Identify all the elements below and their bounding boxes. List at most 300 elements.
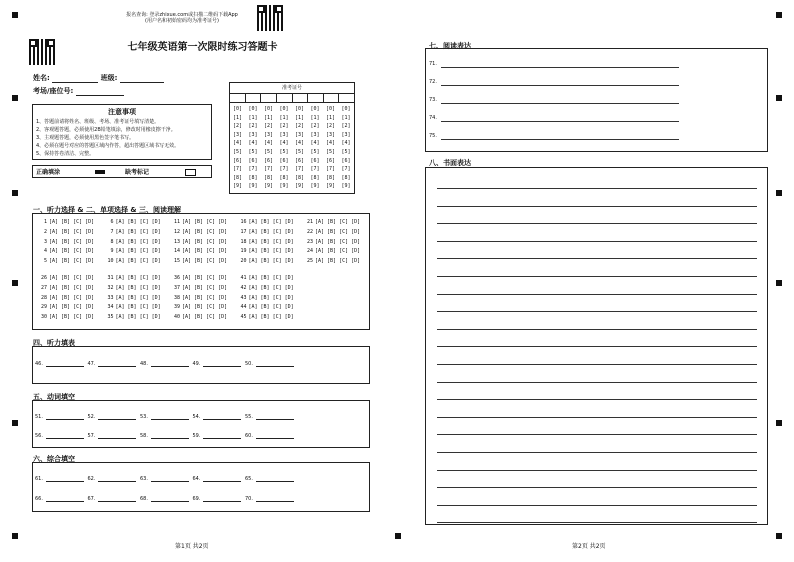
alignment-mark: [12, 12, 18, 18]
exam-id-bubble[interactable]: [8]: [326, 174, 336, 181]
exam-id-bubble[interactable]: [5]: [295, 148, 305, 155]
mc-question-row[interactable]: [237, 286, 294, 291]
exam-id-column: [233, 105, 241, 191]
section4-title: 四、听力填表: [33, 339, 75, 347]
mc-question-row[interactable]: [104, 249, 161, 254]
fill-blank-item[interactable]: [88, 432, 137, 439]
exam-id-bubble[interactable]: [5]: [341, 148, 351, 155]
exam-id-bubble[interactable]: [0]: [279, 106, 289, 112]
answer-options[interactable]: [A] [B] [C] [D]: [248, 258, 294, 265]
notes-list: [33, 117, 211, 159]
exam-id-bubble[interactable]: [1]: [295, 114, 305, 121]
exam-id-bubble[interactable]: [1]: [248, 114, 258, 121]
exam-id-bubble[interactable]: [6]: [310, 157, 320, 164]
writing-line[interactable]: [437, 364, 757, 365]
answer-options[interactable]: [A] [B] [C] [D]: [115, 294, 161, 301]
exam-id-bubble[interactable]: [2]: [295, 123, 305, 130]
exam-id-bubble[interactable]: [3]: [248, 131, 258, 138]
exam-id-bubble[interactable]: [4]: [326, 140, 336, 147]
mc-question-row[interactable]: [104, 315, 161, 320]
exam-id-bubble[interactable]: [7]: [310, 166, 320, 173]
answer-options[interactable]: [A] [B] [C] [D]: [115, 284, 161, 291]
exam-id-bubble[interactable]: [7]: [248, 166, 258, 173]
exam-id-bubble[interactable]: [6]: [264, 157, 274, 164]
writing-line[interactable]: [437, 311, 757, 312]
blank-line[interactable]: [203, 432, 241, 439]
mc-question-row[interactable]: [170, 259, 227, 264]
seat-field[interactable]: [76, 89, 124, 96]
blank-line[interactable]: [203, 360, 241, 367]
mc-question-row[interactable]: [303, 230, 360, 235]
mc-question-row[interactable]: [37, 220, 94, 225]
writing-line[interactable]: [437, 329, 757, 330]
exam-id-bubble[interactable]: [9]: [310, 183, 320, 190]
mc-question-row[interactable]: [104, 220, 161, 225]
alignment-mark: [776, 12, 782, 18]
exam-id-bubble[interactable]: [8]: [295, 174, 305, 181]
writing-line[interactable]: [437, 399, 757, 400]
exam-id-bubble[interactable]: [6]: [295, 157, 305, 164]
exam-id-bubble[interactable]: [5]: [233, 148, 243, 155]
mc-question-row[interactable]: [104, 305, 161, 310]
blank-line[interactable]: [203, 495, 241, 502]
exam-id-bubble[interactable]: [2]: [248, 123, 258, 130]
mc-question-row[interactable]: [303, 220, 360, 225]
exam-id-bubble[interactable]: [2]: [264, 123, 274, 130]
writing-line[interactable]: [437, 434, 757, 435]
writing-line[interactable]: [437, 470, 757, 471]
writing-line[interactable]: [437, 206, 757, 207]
answer-options[interactable]: [A] [B] [C] [D]: [315, 219, 361, 225]
exam-id-bubble[interactable]: [7]: [264, 166, 274, 173]
question-number: 30: [40, 314, 47, 321]
answer-options[interactable]: [A] [B] [C] [D]: [182, 238, 228, 245]
answer-options[interactable]: [A] [B] [C] [D]: [248, 219, 294, 225]
mc-question-row[interactable]: [170, 286, 227, 291]
mc-question-row[interactable]: [37, 315, 94, 320]
mc-question-row[interactable]: [237, 276, 294, 281]
exam-id-bubble[interactable]: [0]: [295, 106, 305, 112]
answer-options[interactable]: [A] [B] [C] [D]: [115, 228, 161, 235]
exam-id-write-row: [230, 94, 354, 103]
exam-id-bubble[interactable]: [0]: [310, 106, 320, 112]
alignment-mark: [776, 533, 782, 539]
exam-id-bubble[interactable]: [7]: [326, 166, 336, 173]
question-number: 44: [240, 304, 247, 311]
exam-id-bubble[interactable]: [2]: [233, 123, 243, 130]
writing-line[interactable]: [437, 258, 757, 259]
exam-id-bubble[interactable]: [8]: [279, 174, 289, 181]
fill-blank-item[interactable]: [88, 495, 137, 502]
blank-line[interactable]: [256, 495, 294, 502]
mc-question-row[interactable]: [37, 230, 94, 235]
exam-id-bubble[interactable]: [3]: [295, 131, 305, 138]
exam-id-bubble[interactable]: [2]: [279, 123, 289, 130]
answer-options[interactable]: [A] [B] [C] [D]: [248, 294, 294, 301]
question-number: 33: [107, 294, 114, 301]
fill-blank-item[interactable]: [140, 413, 189, 420]
blank-number: 52.: [87, 414, 96, 420]
blank-number: 57.: [87, 433, 96, 439]
question-number: 34: [107, 304, 114, 311]
blank-line[interactable]: [151, 475, 189, 482]
mc-question-row[interactable]: [237, 249, 294, 254]
blank-line[interactable]: [151, 360, 189, 367]
mc-question-row[interactable]: [237, 259, 294, 264]
answer-options[interactable]: [A] [B] [C] [D]: [182, 314, 228, 321]
answer-options[interactable]: [A] [B] [C] [D]: [115, 248, 161, 255]
mc-question-row[interactable]: [37, 286, 94, 291]
alignment-mark: [12, 533, 18, 539]
fill-blank-item[interactable]: [88, 360, 137, 367]
mc-question-row[interactable]: [237, 230, 294, 235]
blank-line[interactable]: [256, 432, 294, 439]
section8-title: 八、书面表达: [429, 159, 471, 167]
exam-id-bubble[interactable]: [4]: [233, 140, 243, 147]
fill-blank-item[interactable]: [245, 475, 294, 482]
question-number: 9: [110, 248, 114, 255]
question-number: 43: [240, 294, 247, 301]
exam-id-bubble[interactable]: [3]: [310, 131, 320, 138]
blank-line[interactable]: [98, 432, 136, 439]
exam-id-bubble[interactable]: [9]: [264, 183, 274, 190]
mc-question-row[interactable]: [170, 276, 227, 281]
exam-id-bubble[interactable]: [9]: [341, 183, 351, 190]
exam-id-bubble[interactable]: [5]: [279, 148, 289, 155]
answer-options[interactable]: [A] [B] [C] [D]: [49, 304, 95, 311]
mc-question-row[interactable]: [37, 240, 94, 245]
answer-line[interactable]: [441, 103, 679, 104]
mc-question-row[interactable]: [37, 296, 94, 301]
exam-id-bubble[interactable]: [8]: [310, 174, 320, 181]
blank-line[interactable]: [46, 413, 84, 420]
exam-id-bubble[interactable]: [7]: [341, 166, 351, 173]
answer-options[interactable]: [A] [B] [C] [D]: [248, 275, 294, 281]
mc-question-row[interactable]: [303, 259, 360, 264]
answer-options[interactable]: [A] [B] [C] [D]: [182, 248, 228, 255]
exam-id-bubble[interactable]: [6]: [279, 157, 289, 164]
mc-question-row[interactable]: [303, 249, 360, 254]
fill-blank-item[interactable]: [35, 360, 84, 367]
blank-line[interactable]: [256, 413, 294, 420]
exam-id-bubble[interactable]: [9]: [248, 183, 258, 190]
writing-line[interactable]: [437, 346, 757, 347]
exam-id-bubble[interactable]: [4]: [279, 140, 289, 147]
mc-question-row[interactable]: [237, 315, 294, 320]
answer-options[interactable]: [A] [B] [C] [D]: [315, 248, 361, 255]
exam-id-bubble[interactable]: [3]: [233, 131, 243, 138]
answer-options[interactable]: [A] [B] [C] [D]: [315, 258, 361, 265]
answer-options[interactable]: [A] [B] [C] [D]: [49, 238, 95, 245]
blank-line[interactable]: [98, 413, 136, 420]
mc-question-row[interactable]: [303, 240, 360, 245]
exam-id-column: [326, 105, 334, 191]
exam-id-bubble[interactable]: [0]: [233, 106, 243, 112]
exam-id-bubble[interactable]: [5]: [264, 148, 274, 155]
writing-line[interactable]: [437, 452, 757, 453]
mc-question-row[interactable]: [170, 305, 227, 310]
mc-question-row[interactable]: [170, 296, 227, 301]
answer-line[interactable]: [441, 67, 679, 68]
exam-id-bubble[interactable]: [3]: [326, 131, 336, 138]
exam-id-bubble[interactable]: [4]: [341, 140, 351, 147]
exam-id-bubble[interactable]: [8]: [341, 174, 351, 181]
fill-blank-item[interactable]: [88, 413, 137, 420]
mc-question-row[interactable]: [170, 240, 227, 245]
mc-question-row[interactable]: [170, 315, 227, 320]
exam-id-bubble[interactable]: [7]: [279, 166, 289, 173]
exam-id-bubble[interactable]: [8]: [264, 174, 274, 181]
exam-id-bubble[interactable]: [1]: [326, 114, 336, 121]
exam-id-bubble[interactable]: [4]: [248, 140, 258, 147]
writing-line[interactable]: [437, 223, 757, 224]
fill-blank-item[interactable]: [245, 432, 294, 439]
exam-id-bubbles: [230, 103, 354, 193]
blank-line[interactable]: [203, 475, 241, 482]
fill-blank-item[interactable]: [88, 475, 137, 482]
fill-blank-item[interactable]: [35, 475, 84, 482]
mc-question-row[interactable]: [237, 240, 294, 245]
question-number: 17: [240, 228, 247, 235]
exam-id-bubble[interactable]: [0]: [326, 106, 336, 112]
exam-id-bubble[interactable]: [3]: [264, 131, 274, 138]
fill-blank-item[interactable]: [245, 413, 294, 420]
exam-id-bubble[interactable]: [0]: [248, 106, 258, 112]
exam-id-bubble[interactable]: [2]: [341, 123, 351, 130]
fill-blank-item[interactable]: [140, 360, 189, 367]
answer-options[interactable]: [A] [B] [C] [D]: [49, 275, 95, 281]
page-footer-1: 第1页 共2页: [175, 543, 209, 550]
mc-question-row[interactable]: [104, 230, 161, 235]
notice-line-2: (用户名和初始密码均为准考证号): [145, 18, 219, 24]
blank-number: 64.: [192, 476, 201, 482]
mc-question-row[interactable]: [37, 259, 94, 264]
mc-question-row[interactable]: [170, 220, 227, 225]
mc-question-row[interactable]: [104, 276, 161, 281]
notes-item: 3、主观题答题，必须使用黑色签字笔书写。: [36, 135, 135, 141]
blank-line[interactable]: [151, 495, 189, 502]
alignment-mark: [776, 420, 782, 426]
alignment-mark: [12, 95, 18, 101]
fill-blank-item[interactable]: [193, 475, 242, 482]
exam-id-bubble[interactable]: [0]: [341, 106, 351, 112]
student-name-row: [33, 73, 164, 83]
blank-line[interactable]: [151, 432, 189, 439]
exam-id-bubble[interactable]: [2]: [326, 123, 336, 130]
question-number: 18: [240, 238, 247, 245]
mc-question-row[interactable]: [237, 296, 294, 301]
answer-options[interactable]: [A] [B] [C] [D]: [49, 219, 95, 225]
blank-line[interactable]: [98, 495, 136, 502]
exam-id-bubble[interactable]: [6]: [248, 157, 258, 164]
mc-question-row[interactable]: [37, 276, 94, 281]
mc-question-row[interactable]: [104, 240, 161, 245]
blank-line[interactable]: [256, 360, 294, 367]
exam-id-bubble[interactable]: [2]: [310, 123, 320, 130]
blank-line[interactable]: [46, 432, 84, 439]
blank-line[interactable]: [46, 495, 84, 502]
fill-blank-item[interactable]: [193, 432, 242, 439]
fill-blank-item[interactable]: [245, 495, 294, 502]
answer-options[interactable]: [A] [B] [C] [D]: [49, 294, 95, 301]
exam-id-bubble[interactable]: [4]: [295, 140, 305, 147]
exam-id-bubble[interactable]: [0]: [264, 106, 274, 112]
exam-id-bubble[interactable]: [4]: [310, 140, 320, 147]
answer-line[interactable]: [441, 139, 679, 140]
exam-id-bubble[interactable]: [7]: [295, 166, 305, 173]
exam-id-bubble[interactable]: [1]: [264, 114, 274, 121]
mc-question-row[interactable]: [104, 296, 161, 301]
mc-question-row[interactable]: [237, 220, 294, 225]
question-number: 13: [173, 238, 180, 245]
section1-title: 一、听力选择 & 二、单项选择 & 三、阅读理解: [33, 206, 181, 214]
answer-options[interactable]: [A] [B] [C] [D]: [248, 314, 294, 321]
blank-line[interactable]: [98, 475, 136, 482]
writing-line[interactable]: [437, 487, 757, 488]
answer-options[interactable]: [A] [B] [C] [D]: [49, 248, 95, 255]
writing-line[interactable]: [437, 241, 757, 242]
writing-line[interactable]: [437, 522, 757, 523]
answer-options[interactable]: [A] [B] [C] [D]: [115, 238, 161, 245]
exam-id-bubble[interactable]: [7]: [233, 166, 243, 173]
notes-title: 注意事项: [108, 108, 136, 116]
exam-id-bubble[interactable]: [1]: [279, 114, 289, 121]
exam-id-bubble[interactable]: [5]: [310, 148, 320, 155]
notice-line-1: 报名查询: 登录zhixue.com或扫描二维码下载App: [126, 12, 238, 18]
notes-item: 2、客观题答题，必须使用2B铅笔填涂，修改时用橡皮擦干净。: [36, 127, 176, 133]
seat-row: [33, 86, 124, 96]
question-number: 38: [173, 294, 180, 301]
exam-id-bubble[interactable]: [9]: [326, 183, 336, 190]
blank-number: 55.: [245, 414, 253, 420]
blank-line[interactable]: [203, 413, 241, 420]
exam-id-bubble[interactable]: [8]: [233, 174, 243, 181]
mc-question-row[interactable]: [37, 305, 94, 310]
answer-options[interactable]: [A] [B] [C] [D]: [248, 304, 294, 311]
fill-blank-item[interactable]: [245, 360, 294, 367]
exam-id-bubble[interactable]: [4]: [264, 140, 274, 147]
blank-number: 53.: [140, 414, 148, 420]
answer-options[interactable]: [A] [B] [C] [D]: [115, 219, 161, 225]
fill-blank-item[interactable]: [193, 360, 242, 367]
page-title: 七年级英语第一次限时练习答题卡: [127, 42, 278, 53]
fill-blank-item[interactable]: [140, 432, 189, 439]
answer-options[interactable]: [A] [B] [C] [D]: [115, 258, 161, 265]
exam-id-bubble[interactable]: [5]: [326, 148, 336, 155]
answer-options[interactable]: [A] [B] [C] [D]: [248, 238, 294, 245]
blank-number: 59.: [192, 433, 201, 439]
exam-id-bubble[interactable]: [1]: [233, 114, 243, 121]
blank-line[interactable]: [256, 475, 294, 482]
blank-line[interactable]: [46, 475, 84, 482]
blank-line[interactable]: [151, 413, 189, 420]
exam-id-bubble[interactable]: [3]: [279, 131, 289, 138]
answer-options[interactable]: [A] [B] [C] [D]: [115, 304, 161, 311]
answer-options[interactable]: [A] [B] [C] [D]: [182, 284, 228, 291]
fill-blank-item[interactable]: [35, 413, 84, 420]
blank-number: 48.: [140, 361, 148, 367]
blank-number: 58.: [140, 433, 148, 439]
answer-options[interactable]: [A] [B] [C] [D]: [182, 219, 228, 225]
answer-options[interactable]: [A] [B] [C] [D]: [115, 275, 161, 281]
name-field[interactable]: [52, 76, 98, 83]
blank-number: 63.: [140, 476, 148, 482]
writing-line[interactable]: [437, 294, 757, 295]
answer-options[interactable]: [A] [B] [C] [D]: [248, 248, 294, 255]
answer-options[interactable]: [A] [B] [C] [D]: [182, 228, 228, 235]
section5-title: 五、动词填空: [33, 393, 75, 401]
exam-id-bubble[interactable]: [3]: [341, 131, 351, 138]
writing-line[interactable]: [437, 188, 757, 189]
fill-blank-item[interactable]: [35, 432, 84, 439]
fill-blank-item[interactable]: [140, 475, 189, 482]
exam-id-bubble[interactable]: [6]: [326, 157, 336, 164]
writing-line[interactable]: [437, 417, 757, 418]
notes-item: 4、必须在题号对应的答题区域内作答，超出答题区域书写无效。: [36, 143, 180, 149]
missing-mark-checkbox[interactable]: [185, 169, 196, 176]
exam-id-bubble[interactable]: [1]: [310, 114, 320, 121]
blank-number: 66.: [35, 496, 43, 502]
exam-id-bubble[interactable]: [9]: [295, 183, 305, 190]
answer-options[interactable]: [A] [B] [C] [D]: [182, 258, 228, 265]
answer-options[interactable]: [A] [B] [C] [D]: [49, 228, 95, 235]
class-field[interactable]: [120, 76, 164, 83]
answer-options[interactable]: [A] [B] [C] [D]: [49, 258, 95, 265]
exam-id-bubble[interactable]: [9]: [233, 183, 243, 190]
blank-number: 61.: [35, 476, 43, 482]
answer-line[interactable]: [441, 121, 679, 122]
answer-options[interactable]: [A] [B] [C] [D]: [182, 275, 228, 281]
mc-question-row[interactable]: [104, 286, 161, 291]
mc-question-row[interactable]: [37, 249, 94, 254]
fill-blank-item[interactable]: [193, 413, 242, 420]
question-number: 21: [306, 219, 313, 225]
mc-question-row[interactable]: [237, 305, 294, 310]
fill-blank-item[interactable]: [140, 495, 189, 502]
blank-line[interactable]: [98, 360, 136, 367]
fill-blank-item[interactable]: [193, 495, 242, 502]
mc-question-row[interactable]: [170, 249, 227, 254]
exam-id-bubble[interactable]: [6]: [233, 157, 243, 164]
reading-expression-box: [425, 48, 768, 152]
exam-id-bubble[interactable]: [5]: [248, 148, 258, 155]
mc-question-row[interactable]: [104, 259, 161, 264]
writing-line[interactable]: [437, 276, 757, 277]
answer-line[interactable]: [441, 85, 679, 86]
fill-blank-item[interactable]: [35, 495, 84, 502]
answer-options[interactable]: [A] [B] [C] [D]: [115, 314, 161, 321]
answer-options[interactable]: [A] [B] [C] [D]: [248, 228, 294, 235]
exam-id-bubble[interactable]: [8]: [248, 174, 258, 181]
writing-box[interactable]: [425, 167, 768, 525]
mc-question-row[interactable]: [170, 230, 227, 235]
writing-line[interactable]: [437, 505, 757, 506]
writing-line[interactable]: [437, 382, 757, 383]
answer-options[interactable]: [A] [B] [C] [D]: [182, 294, 228, 301]
answer-options[interactable]: [A] [B] [C] [D]: [49, 284, 95, 291]
answer-options[interactable]: [A] [B] [C] [D]: [315, 238, 361, 245]
answer-options[interactable]: [A] [B] [C] [D]: [182, 304, 228, 311]
blank-number: 56.: [35, 433, 43, 439]
answer-options[interactable]: [A] [B] [C] [D]: [315, 228, 361, 235]
exam-id-bubble[interactable]: [1]: [341, 114, 351, 121]
answer-options[interactable]: [A] [B] [C] [D]: [248, 284, 294, 291]
exam-id-bubble[interactable]: [6]: [341, 157, 351, 164]
question-number: 26: [40, 275, 47, 281]
exam-id-bubble[interactable]: [9]: [279, 183, 289, 190]
answer-options[interactable]: [A] [B] [C] [D]: [49, 314, 95, 321]
blank-line[interactable]: [46, 360, 84, 367]
